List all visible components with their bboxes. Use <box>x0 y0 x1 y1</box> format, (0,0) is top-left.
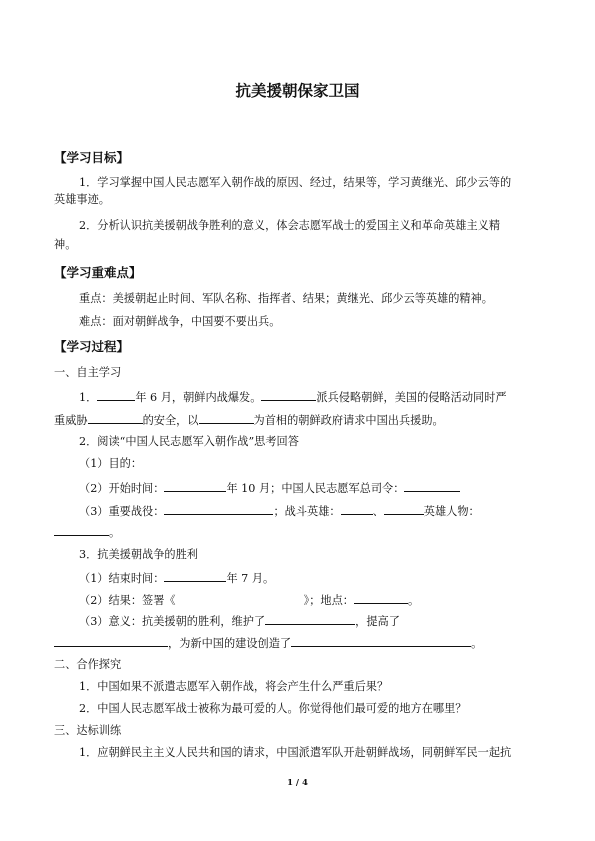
q2-figures-label: 英雄人物： <box>423 505 480 518</box>
blank-raised[interactable] <box>54 635 168 647</box>
section-heading-keypoints: 【学习重难点】 <box>54 265 142 280</box>
blank-maintained[interactable] <box>265 613 355 625</box>
difficult-point-text: 难点：面对朝鲜战争，中国要不要出兵。 <box>79 315 281 328</box>
q3-created-label: ，为新中国的建设创造了 <box>168 637 292 650</box>
part-1-heading: 一、自主学习 <box>54 366 122 379</box>
question-3-significance <box>79 613 400 629</box>
part-2-question-1: 1．中国如果不派遣志愿军入朝作战，将会产生什么严重后果？ <box>79 680 389 693</box>
part-2-heading: 二、合作探究 <box>54 658 122 671</box>
q1-text-e: 的安全，以 <box>142 414 199 427</box>
page-number: 1 / 4 <box>287 778 308 788</box>
q1-text-d: 重威胁 <box>54 414 88 427</box>
blank-hero-1[interactable] <box>341 503 373 515</box>
q2-end-period: 。 <box>109 526 121 539</box>
q3-significance-period: 。 <box>471 637 483 650</box>
q1-number: 1． <box>79 391 98 404</box>
blank-threatened[interactable] <box>88 412 143 424</box>
part-2-question-2: 2．中国人民志愿军战士被称为最可爱的人。你觉得他们最可爱的地方在哪里？ <box>79 702 467 715</box>
blank-leader[interactable] <box>199 412 254 424</box>
blank-year[interactable] <box>97 389 135 401</box>
blank-commander[interactable] <box>404 480 460 492</box>
part-3-heading: 三、达标训练 <box>54 724 122 737</box>
question-3-end-time <box>79 570 274 586</box>
q3-location-label: 》；地点： <box>303 594 354 607</box>
question-3-result <box>79 592 419 608</box>
q3-raised-label: ，提高了 <box>355 615 400 628</box>
q1-text-b: 年 6 月，朝鲜内战爆发。 <box>135 391 262 404</box>
q2-heroes-label: ；战斗英雄： <box>273 505 341 518</box>
goal-2-line-2: 神。 <box>54 238 77 251</box>
goal-1-line-2: 英雄事迹。 <box>54 193 110 206</box>
q2-battles-label: （3）重要战役： <box>79 505 165 518</box>
part-3-question-1: 1．应朝鲜民主主义人民共和国的请求，中国派遣军队开赴朝鲜战场，同朝鲜军民一起抗 <box>79 746 512 759</box>
question-2-purpose: （1）目的： <box>79 457 143 470</box>
goal-2-line-1: 2．分析认识抗美援朝战争胜利的意义，体会志愿军战士的爱国主义和革命英雄主义精 <box>79 219 501 232</box>
blank-hero-2[interactable] <box>384 503 424 515</box>
blank-figures[interactable] <box>54 524 109 536</box>
question-1-line-1 <box>79 389 507 405</box>
blank-location[interactable] <box>354 592 408 604</box>
q1-text-c: 派兵侵略朝鲜，美国的侵略活动同时严 <box>316 391 507 404</box>
question-2-battles <box>79 503 480 519</box>
question-3-intro: 3．抗美援朝战争的胜利 <box>79 548 198 561</box>
goal-1-line-1: 1．学习掌握中国人民志愿军入朝作战的原因、经过，结果等，学习黄继光、邱少云等的 <box>79 176 512 189</box>
q2-start-label: （2）开始时间： <box>79 482 165 495</box>
question-2-intro: 2．阅读“中国人民志愿军入朝作战”思考回答 <box>79 435 299 448</box>
key-point-text: 重点：美援朝起止时间、军队名称、指挥者、结果；黄继光、邱少云等英雄的精神。 <box>79 292 493 305</box>
blank-country[interactable] <box>261 389 316 401</box>
q3-end-month: 年 7 月。 <box>226 572 275 585</box>
blank-end-year[interactable] <box>164 570 226 582</box>
q3-significance-label: （3）意义：抗美援朝的胜利，维护了 <box>79 615 266 628</box>
blank-created[interactable] <box>291 635 471 647</box>
document-title: 抗美援朝保家卫国 <box>235 82 360 100</box>
section-heading-process: 【学习过程】 <box>54 339 130 354</box>
q3-result-label: （2）结果：签署《 <box>79 594 176 607</box>
question-2-figures-line <box>54 524 120 540</box>
blank-battles[interactable] <box>164 503 273 515</box>
q3-end-label: （1）结束时间： <box>79 572 165 585</box>
q2-commander-label: 年 10 月；中国人民志愿军总司令： <box>226 482 405 495</box>
section-heading-goals: 【学习目标】 <box>54 150 130 165</box>
question-3-significance-line-2 <box>54 635 482 651</box>
question-2-start <box>79 480 460 496</box>
blank-start-year[interactable] <box>164 480 226 492</box>
q2-separator: 、 <box>372 505 384 518</box>
q1-text-f: 为首相的朝鲜政府请求中国出兵援助。 <box>253 414 444 427</box>
q3-result-period: 。 <box>407 594 420 607</box>
question-1-line-2 <box>54 412 444 428</box>
